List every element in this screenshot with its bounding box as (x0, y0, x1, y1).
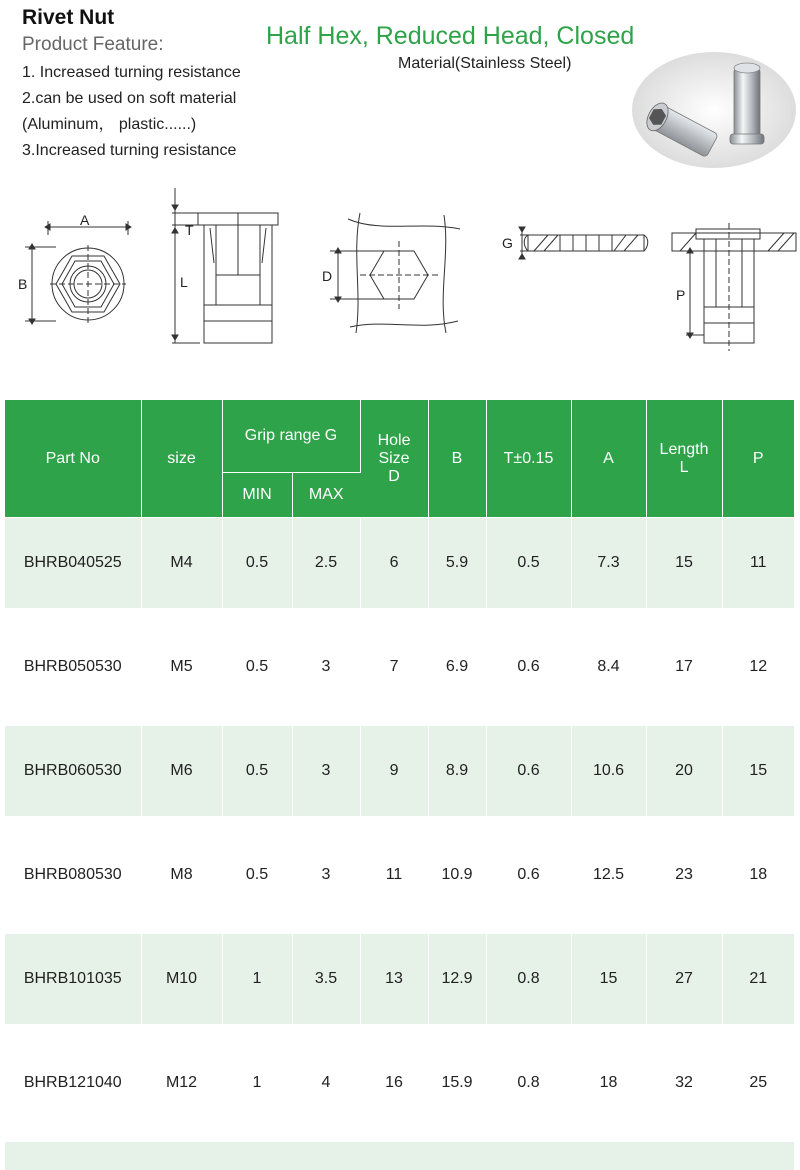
cell-t: 0.6 (486, 726, 571, 816)
side-view-drawing (172, 188, 278, 343)
row-spacer (5, 816, 794, 830)
header-t: T±0.15 (486, 400, 571, 518)
label-d: D (322, 268, 333, 284)
feature-item: 1. Increased turning resistance (22, 64, 241, 81)
cell-b: 8.9 (428, 726, 486, 816)
header-hole-line2: Size (378, 449, 410, 467)
cell-part-no: BHRB050530 (5, 622, 141, 712)
material-label: Material(Stainless Steel) (398, 55, 572, 72)
row-spacer (5, 608, 794, 622)
cell-grip-max: 3.5 (292, 934, 360, 1024)
cell-t: 0.8 (486, 934, 571, 1024)
label-a: A (80, 212, 90, 228)
cell-p: 11 (722, 518, 794, 609)
cell-grip-max: 3 (292, 622, 360, 712)
table-row (5, 830, 794, 920)
table-row (5, 518, 794, 609)
cell-a: 18 (571, 1038, 646, 1128)
cell-part-no: BHRB040525 (5, 518, 141, 609)
cell-grip-max: 3 (292, 726, 360, 816)
cell-size: M12 (141, 1038, 222, 1128)
cell-length: 15 (646, 518, 722, 609)
row-spacer (5, 1128, 794, 1142)
cell-length: 27 (646, 934, 722, 1024)
cell-p: 25 (722, 1038, 794, 1128)
label-p: P (676, 287, 686, 303)
cell-part-no: BHRB060530 (5, 726, 141, 816)
cell-t: 0.5 (486, 518, 571, 609)
feature-list (22, 62, 241, 166)
cell-hole-size: 16 (360, 1038, 428, 1128)
header-hole-line1: Hole (377, 431, 411, 449)
cell-grip-min: 0.5 (222, 830, 292, 920)
feature-item: (Aluminum， plastic......) (22, 116, 197, 133)
front-view-drawing (25, 221, 131, 324)
feature-item: 2.can be used on soft material (22, 90, 237, 107)
grip-section-drawing (519, 227, 648, 259)
cell-p: 15 (722, 726, 794, 816)
cell-grip-min: 0.5 (222, 518, 292, 609)
header-min: MIN (222, 473, 292, 518)
page-title: Rivet Nut (22, 6, 115, 29)
cell-b: 12.9 (428, 934, 486, 1024)
cell-b: 5.9 (428, 518, 486, 609)
cell-hole-size: 11 (360, 830, 428, 920)
feature-item: 3.Increased turning resistance (22, 142, 237, 159)
cell-size: M10 (141, 934, 222, 1024)
row-spacer (5, 712, 794, 726)
cell-a: 10.6 (571, 726, 646, 816)
cell-p: 18 (722, 830, 794, 920)
table-row (5, 622, 794, 712)
cell-size: M8 (141, 830, 222, 920)
header-size: size (141, 400, 222, 518)
cell-grip-min: 1 (222, 934, 292, 1024)
table-row (5, 726, 794, 816)
cell-grip-min: 1 (222, 1038, 292, 1128)
feature-heading: Product Feature: (22, 34, 164, 55)
cell-p: 21 (722, 934, 794, 1024)
label-l: L (180, 274, 188, 290)
cell-size: M6 (141, 726, 222, 816)
table-row (5, 934, 794, 1024)
cell-hole-size: 6 (360, 518, 428, 609)
cell-hole-size: 9 (360, 726, 428, 816)
cell-grip-max: 3 (292, 830, 360, 920)
cell-grip-max: 2.5 (292, 518, 360, 609)
cell-p: 12 (722, 622, 794, 712)
label-t: T (185, 222, 194, 238)
cell-a: 12.5 (571, 830, 646, 920)
product-photo (630, 50, 798, 170)
label-b: B (18, 276, 28, 292)
header-p: P (722, 400, 794, 518)
header-hole-size (360, 400, 428, 518)
cell-hole-size: 13 (360, 934, 428, 1024)
cell-b: 6.9 (428, 622, 486, 712)
cell-t: 0.8 (486, 1038, 571, 1128)
cell-grip-min: 0.5 (222, 622, 292, 712)
cell-length: 32 (646, 1038, 722, 1128)
cell-part-no: BHRB080530 (5, 830, 141, 920)
installed-view-drawing (672, 223, 796, 351)
spec-table (5, 400, 794, 1170)
cell-b: 10.9 (428, 830, 486, 920)
header-max: MAX (292, 473, 360, 518)
cell-hole-size: 7 (360, 622, 428, 712)
cell-t: 0.6 (486, 622, 571, 712)
cell-grip-max: 4 (292, 1038, 360, 1128)
cell-part-no: BHRB101035 (5, 934, 141, 1024)
header-grip-range: Grip range G (222, 400, 360, 473)
cell-grip-min: 0.5 (222, 726, 292, 816)
header-length-line1: Length (659, 440, 709, 458)
technical-drawings (0, 183, 800, 363)
cell-part-no: BHRB121040 (5, 1038, 141, 1128)
cell-size: M4 (141, 518, 222, 609)
label-g: G (502, 235, 513, 251)
cell-size: M5 (141, 622, 222, 712)
header-a: A (571, 400, 646, 518)
header-b: B (428, 400, 486, 518)
header-length-line2: L (679, 458, 689, 476)
header-hole-line3: D (388, 467, 400, 485)
product-subtitle: Half Hex, Reduced Head, Closed (266, 22, 635, 50)
cell-a: 8.4 (571, 622, 646, 712)
row-spacer (5, 1024, 794, 1038)
cell-a: 7.3 (571, 518, 646, 609)
table-footer-band (5, 1142, 794, 1170)
table-row (5, 1038, 794, 1128)
hole-view-drawing (330, 213, 460, 333)
cell-length: 20 (646, 726, 722, 816)
cell-t: 0.6 (486, 830, 571, 920)
cell-a: 15 (571, 934, 646, 1024)
cell-length: 17 (646, 622, 722, 712)
header-part-no: Part No (5, 400, 141, 518)
cell-length: 23 (646, 830, 722, 920)
cell-b: 15.9 (428, 1038, 486, 1128)
row-spacer (5, 920, 794, 934)
header-length (646, 400, 722, 518)
